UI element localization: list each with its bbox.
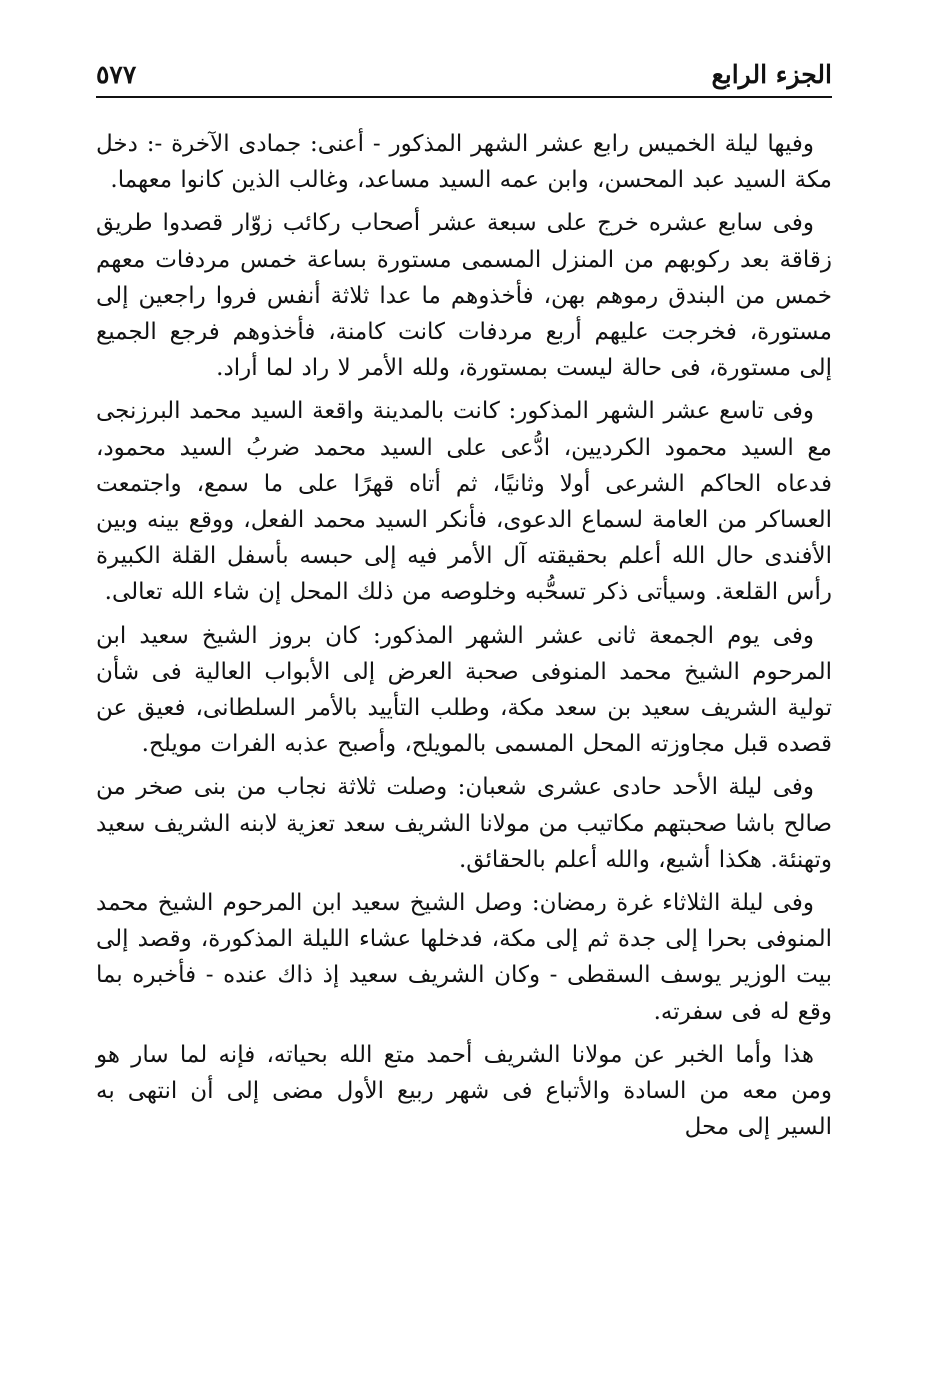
paragraph-3: وفى تاسع عشر الشهر المذكور: كانت بالمدينة واقعة السيد محمد البرزنجى مع السيد محمود الكرديين، ادُّعى على السيد محمد ضربُ السيد محمود، فدعاه الحاكم الشرعى أولا وثانيًا، ثم أتاه قهرًا على ما سمع، واجتمعت العساكر من العامة لسماع الدعوى، فأنكر السيد محمد الفعل، ووقع بينه وبين الأفندى حال الله أعلم بحقيقته آل الأمر فيه إلى حبسه بأسفل القلة الكبيرة رأس القلعة. وسيأتى ذكر تسحُّبه وخلوصه من ذلك المحل إن شاء الله تعالى. (96, 398, 832, 606)
header-title: الجزء الرابع (711, 60, 832, 89)
header-divider (96, 96, 832, 98)
running-header (96, 58, 832, 94)
paragraph-7: هذا وأما الخبر عن مولانا الشريف أحمد متع الله بحياته، فإنه لما سار هو ومن معه من السادة والأتباع فى شهر ربيع الأول مضى إلى أن انتهى به السير إلى محل (96, 1041, 832, 1141)
body-text (96, 126, 832, 1152)
paragraph-5: وفى ليلة الأحد حادى عشرى شعبان: وصلت ثلاثة نجاب من بنى صخر من صالح باشا صحبتهم مكاتيب من مولانا الشريف سعد تعزية لابنه الشريف سعيد وتهنئة. هكذا أشيع، والله أعلم بالحقائق. (96, 774, 832, 873)
paragraph-2: وفى سابع عشره خرج على سبعة عشر أصحاب ركائب زوّار قصدوا طريق زقاقة بعد ركوبهم من المنزل المسمى مستورة بساعة خمس مردفات معهم خمس من البندق رموهم بهن، فأخذوهم ما عدا ثلاثة أنفس فروا راجعين إلى مستورة، فخرجت عليهم أربع مردفات كانت كامنة، فأخذوهم فرجع الجميع إلى مستورة، فى حالة ليست بمستورة، ولله الأمر لا راد لما أراد. (96, 210, 832, 382)
paragraph-4: وفى يوم الجمعة ثانى عشر الشهر المذكور: كان بروز الشيخ سعيد ابن المرحوم الشيخ محمد المنوفى صحبة العرض إلى الأبواب العالية فى شأن تولية الشريف سعيد بن سعد مكة، وطلب التأييد بالأمر السلطانى، فعيق عن قصده قبل مجاوزته المحل المسمى بالمويلح، وأصبح عذبه الفرات مويلح. (96, 622, 832, 758)
paragraph-6: وفى ليلة الثلاثاء غرة رمضان: وصل الشيخ سعيد ابن المرحوم الشيخ محمد المنوفى بحرا إلى جدة ثم إلى مكة، فدخلها عشاء الليلة المذكورة، وقصد إلى بيت الوزير يوسف السقطى - وكان الشريف سعيد إذ ذاك عنده - فأخبره بما وقع له فى سفرته. (96, 890, 832, 1025)
paragraph-1: وفيها ليلة الخميس رابع عشر الشهر المذكور - أعنى: جمادى الآخرة -: دخل مكة السيد عبد المحسن، وابن عمه السيد مساعد، وغالب الذين كانوا معهما. (96, 131, 832, 194)
page-number: ٥٧٧ (96, 60, 137, 89)
